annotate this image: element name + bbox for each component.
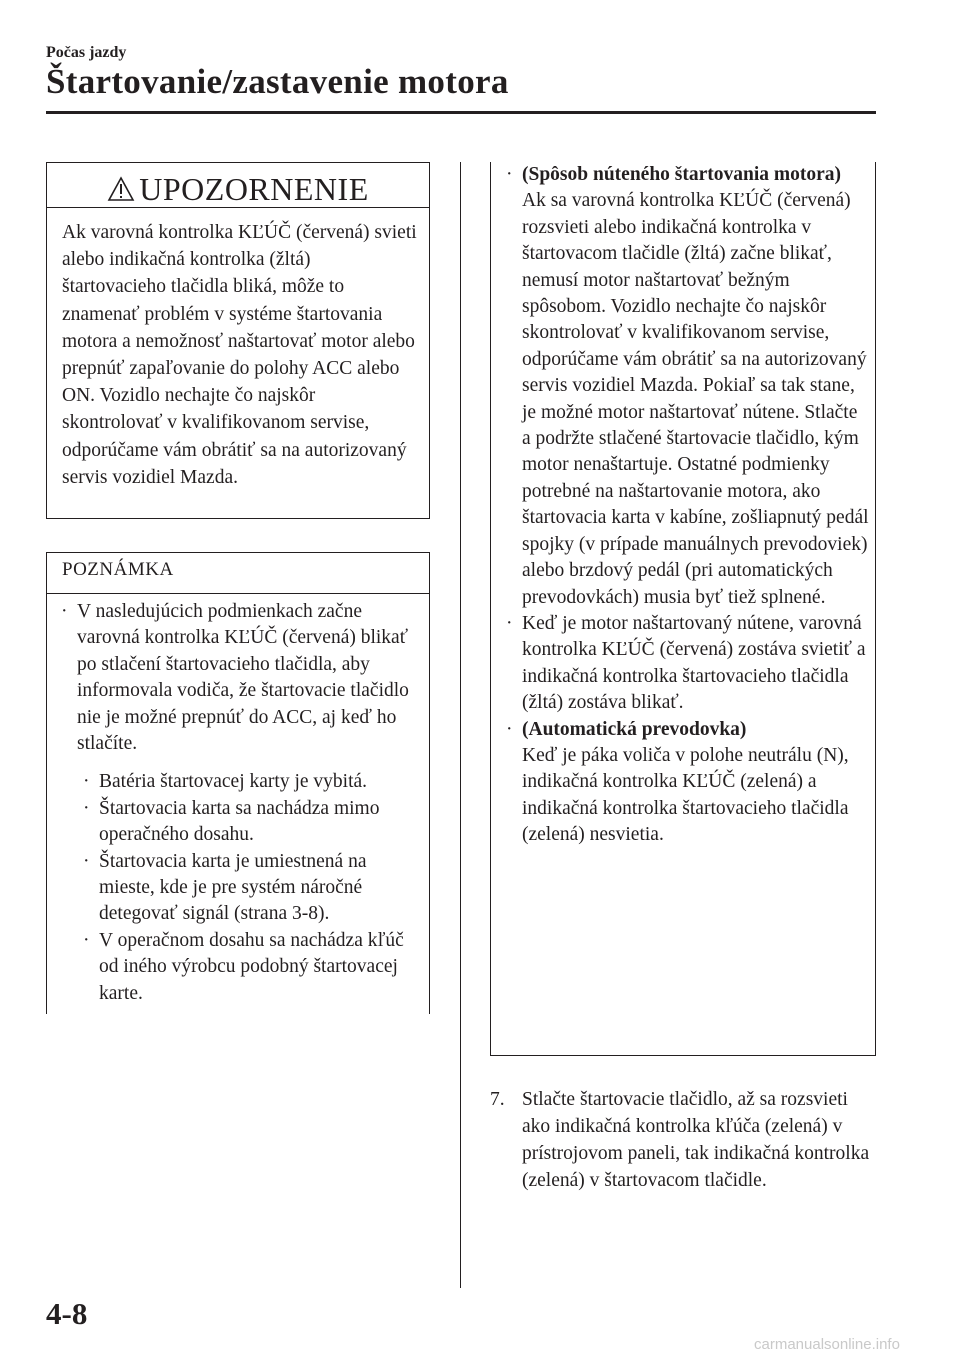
automatic-transmission-heading: (Automatická prevodovka) xyxy=(522,718,747,740)
note-title: POZNÁMKA xyxy=(62,559,174,580)
note-condition: V operačnom dosahu sa nachádza kľúč od iného výrobcu podobný štartovacej karte. xyxy=(99,929,404,1004)
bullet-dot: · xyxy=(61,601,68,622)
step-number: 7. xyxy=(490,1089,505,1110)
note-separator xyxy=(47,593,429,594)
page-number: 4-8 xyxy=(46,1296,88,1331)
bullet-dot: · xyxy=(83,929,90,951)
automatic-transmission-item xyxy=(506,717,869,849)
note-intro: V nasledujúcich podmienkach začne varovná kontrolka KĽÚČ (červená) blikať po stlačení štartovacieho tlačidla, aby informovala vodiča, že štartovacie tlačidlo nie je možné prepnúť do ACC, aj keď ho stlačíte. xyxy=(77,601,409,755)
note-condition-item xyxy=(83,796,421,849)
automatic-transmission-text: Keď je páka voliča v polohe neutrálu (N), indikačná kontrolka KĽÚČ (zelená) a indikačná kontrolka štartovacieho tlačidla (zelená) nesvietia. xyxy=(522,744,849,846)
note-condition: Štartovacia karta sa nachádza mimo operačného dosahu. xyxy=(99,797,380,846)
title-rule xyxy=(46,111,876,114)
bullet-dot: · xyxy=(83,850,90,872)
warning-triangle-icon xyxy=(107,176,135,202)
note-condition: Batéria štartovacej karty je vybitá. xyxy=(99,771,368,793)
forced-start-heading: (Spôsob núteného štartovania motora) xyxy=(522,164,842,185)
step-text: Stlačte štartovacie tlačidlo, až sa rozsvieti ako indikačná kontrolka kľúča (zelená) v prístrojovom paneli, tak indikačná kontrolka (zelená) v štartovacom tlačidle. xyxy=(522,1089,870,1191)
bullet-dot: · xyxy=(506,612,513,634)
warning-header xyxy=(47,169,429,209)
page-title: Štartovanie/zastavenie motora xyxy=(46,62,509,101)
bullet-dot: · xyxy=(83,771,90,793)
warning-box xyxy=(46,162,430,519)
note-continuation-body xyxy=(506,162,869,849)
forced-start-after-item xyxy=(506,611,869,717)
bullet-dot: · xyxy=(506,164,513,185)
warning-title: UPOZORNENIE xyxy=(139,170,369,207)
column-divider xyxy=(460,162,461,1288)
note-condition-item xyxy=(83,849,421,928)
step-7 xyxy=(490,1086,876,1194)
bullet-dot: · xyxy=(83,797,90,819)
note-condition: Štartovacia karta je umiestnená na mieste, kde je pre systém náročné detegovať signál (strana 3-8). xyxy=(99,850,367,925)
bullet-dot: · xyxy=(506,718,513,740)
section-label: Počas jazdy xyxy=(46,44,127,61)
warning-separator xyxy=(47,207,429,208)
forced-start-after-text: Keď je motor naštartovaný nútene, varovná kontrolka KĽÚČ (červená) zostáva svietiť a indikačná kontrolka štartovacieho tlačidla (žltá) zostáva blikať. xyxy=(522,612,866,714)
forced-start-text: Ak sa varovná kontrolka KĽÚČ (červená) rozsvieti alebo indikačná kontrolka v štartovacom tlačidle (žltá) začne blikať, nemusí motor naštartovať bežným spôsobom. Vozidlo nechajte čo najskôr skontrolovať v kvalifikovanom servise, odporúčame vám obrátiť sa na autorizovaný servis vozidiel Mazda. Pokiaľ sa tak stane, je možné motor naštartovať nútene. Stlačte a podržte stlačené štartovacie tlačidlo, kým motor nenaštartuje. Ostatné podmienky potrebné na naštartovanie motora, ako štartovacia karta v kabíne, zošliapnutý pedál spojky (v prípade manuálnych prevodoviek) alebo brzdový pedál (pri automatických prevodovkách) musia byť tiež splnené. xyxy=(522,190,869,608)
note-box xyxy=(46,552,430,1014)
note-body xyxy=(61,599,421,1007)
forced-start-item xyxy=(506,162,869,611)
watermark: carmanualsonline.info xyxy=(754,1336,900,1353)
note-continuation-box xyxy=(490,162,876,1056)
note-intro-item xyxy=(61,599,421,757)
warning-text: Ak varovná kontrolka KĽÚČ (červená) svieti alebo indikačná kontrolka (žltá) štartovacieho tlačidla bliká, môže to znamenať problém v systéme štartovania motora a nemožnosť naštartovať motor alebo prepnúť zapaľovanie do polohy ACC alebo ON. Vozidlo nechajte čo najskôr skontrolovať v kvalifikovanom servise, odporúčame vám obrátiť sa na autorizovaný servis vozidiel Mazda. xyxy=(62,222,417,488)
note-condition-item xyxy=(83,769,421,795)
note-condition-item xyxy=(83,928,421,1007)
